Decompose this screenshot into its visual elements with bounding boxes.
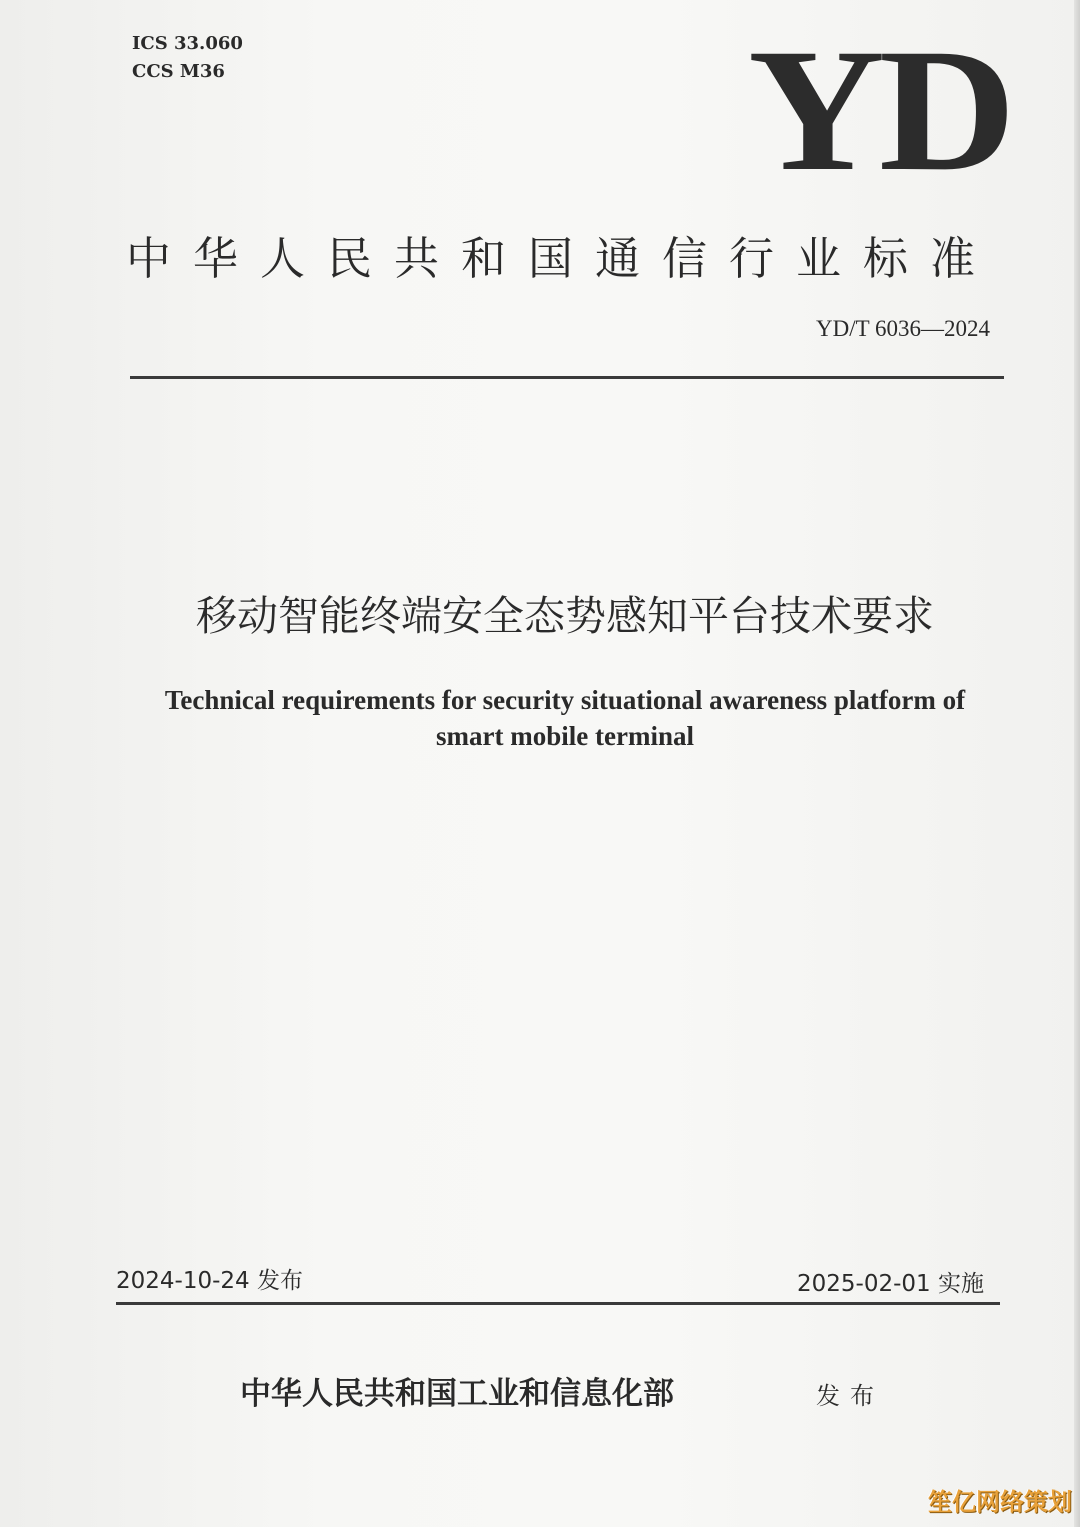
document-title-chinese: 移动智能终端安全态势感知平台技术要求 — [196, 592, 934, 640]
classification-codes — [132, 30, 243, 86]
document-title-english — [110, 682, 1020, 754]
english-title-line-2: smart mobile terminal — [436, 721, 694, 751]
ics-code: ICS 33.060 — [132, 33, 243, 54]
issue-date: 2024-10-24 发布 — [116, 1268, 303, 1294]
issuer-action: 发布 — [816, 1382, 884, 1410]
english-title-line-1: Technical requirements for security situational awareness platform of — [164, 685, 966, 715]
watermark-text: 笙亿网络策划 — [928, 1488, 1072, 1516]
bottom-divider — [116, 1302, 1000, 1305]
effective-date: 2025-02-01 实施 — [797, 1271, 984, 1297]
yd-logo: YD — [748, 13, 1010, 208]
standard-number: YD/T 6036—2024 — [816, 316, 990, 341]
standard-category-title: 中华人民共和国通信行业标准 — [126, 232, 998, 285]
ccs-code: CCS M36 — [132, 61, 225, 82]
top-divider — [130, 376, 1004, 379]
page-edge-shadow — [1074, 0, 1080, 1527]
issuing-authority: 中华人民共和国工业和信息化部 — [240, 1376, 674, 1412]
